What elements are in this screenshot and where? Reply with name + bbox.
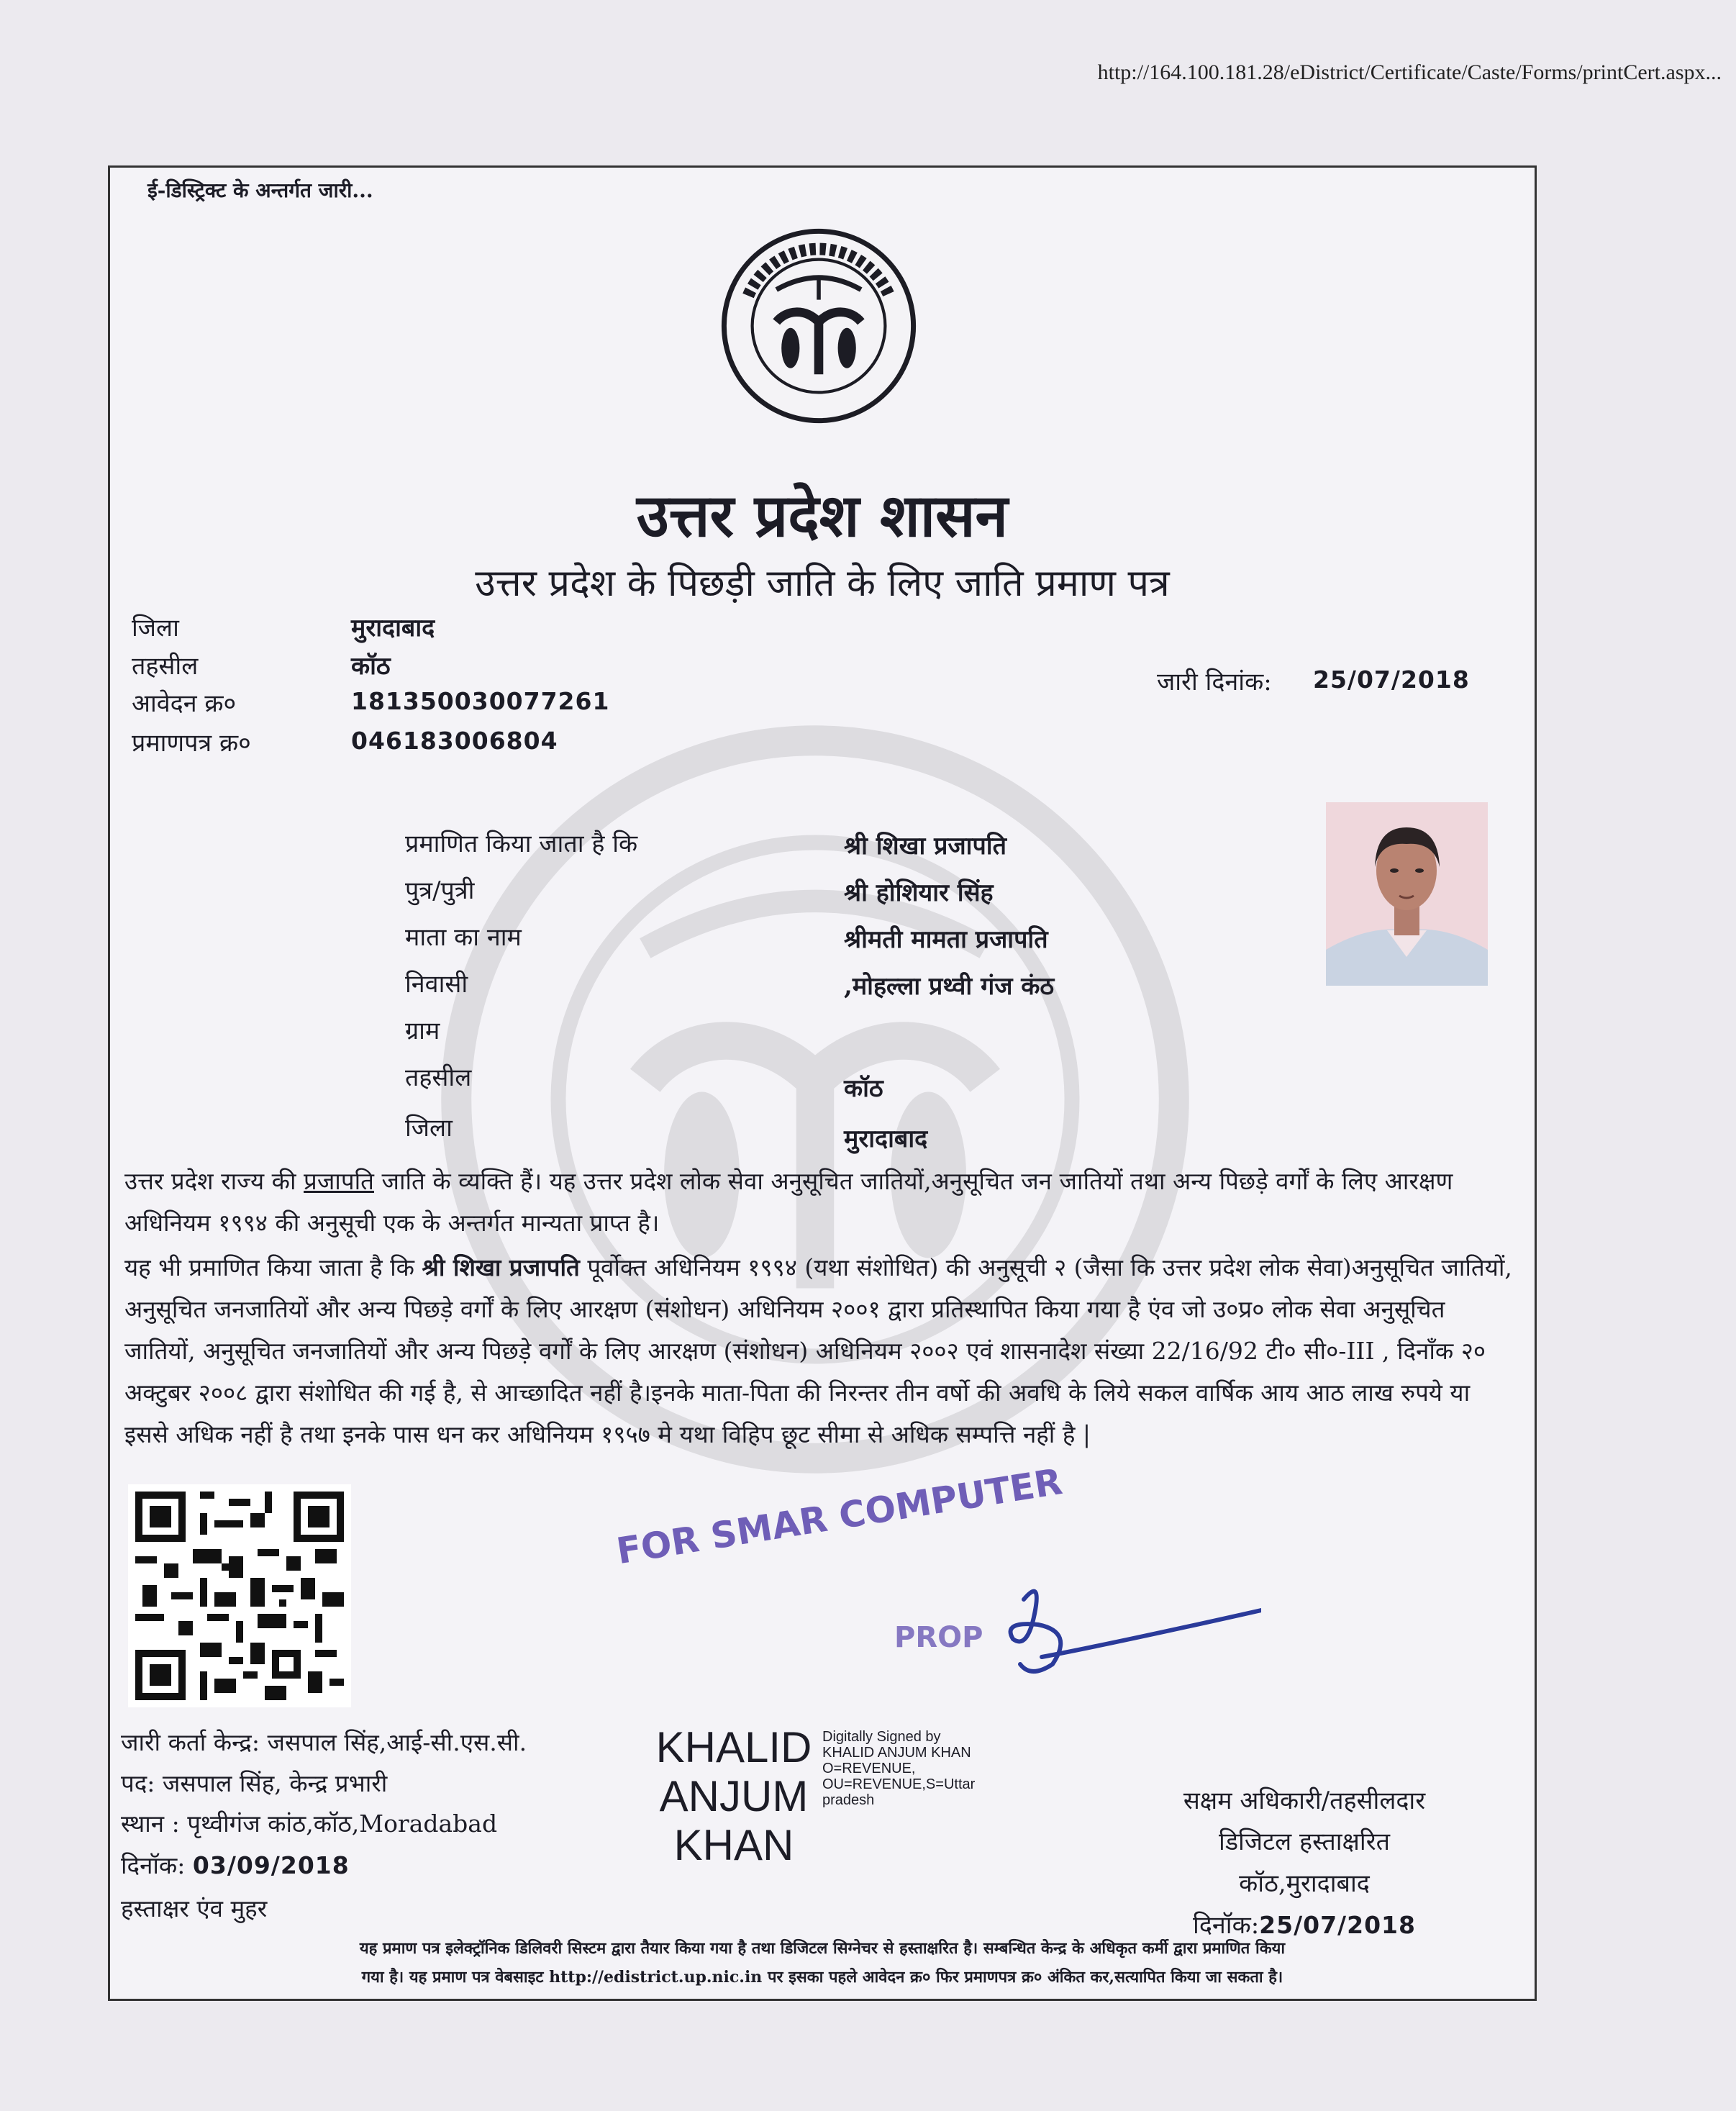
person-tehsil-value: कॉठ: [844, 1074, 883, 1103]
footer-line2: गया है। यह प्रमाण पत्र वेबसाइट http://edistrict.up.nic.in पर इसका पहले आवेदन क्र० फिर प्रमाणपत्र क्र० अंकित कर,सत्यापित किया जा सकता है।: [361, 1968, 1283, 1987]
mother-name: श्रीमती मामता प्रजापति: [844, 925, 1048, 954]
person-district-label: जिला: [405, 1114, 453, 1143]
tehsil-value: कॉठ: [351, 652, 391, 681]
exclusion-statement-paragraph: [124, 1247, 1520, 1456]
government-title: उत्तर प्रदेश शासन: [636, 481, 1009, 550]
stamp-prop-text: PROP: [894, 1621, 983, 1654]
footer-line1: यह प्रमाण पत्र इलेक्ट्रॉनिक डिलिवरी सिस्टम द्वारा तैयार किया गया है तथा डिजिटल सिग्नेचर से हस्ताक्षरित है। सम्बन्धित केन्द्र के अधिकृत कर्मी द्वारा प्रमाणित किया: [359, 1939, 1286, 1958]
certificate-number-value: 046183006804: [351, 727, 558, 755]
officer-date-label: दिनॉक:: [1193, 1911, 1260, 1940]
applicant-photo: [1326, 802, 1488, 986]
sign-and-seal-label: हस्ताक्षर एंव मुहर: [121, 1894, 268, 1922]
issue-date-value: 25/07/2018: [1313, 666, 1470, 694]
signer-name-line2: ANJUM: [659, 1772, 809, 1820]
certified-label: प्रमाणित किया जाता है कि: [405, 830, 638, 858]
qr-code-icon: [128, 1484, 351, 1707]
issuing-center: [121, 1725, 527, 1758]
verification-footer: [124, 1934, 1520, 1992]
digital-signer-name: [651, 1723, 817, 1870]
caste-name: प्रजापति: [304, 1167, 374, 1195]
officer-designation: सक्षम अधिकारी/तहसीलदार: [1183, 1787, 1426, 1815]
mother-label: माता का नाम: [405, 923, 522, 952]
district-value: मुरादाबाद: [351, 614, 435, 643]
ds-note-line1: Digitally Signed by: [822, 1729, 941, 1745]
issuer-place-value: पृथ्वीगंज कांठ,कॉठ,Moradabad: [187, 1810, 498, 1838]
district-label: जिला: [132, 614, 179, 643]
caste-statement-paragraph: [124, 1161, 1520, 1244]
issuer-place-label: स्थान :: [121, 1810, 180, 1838]
para2-lead: यह भी प्रमाणित किया जाता है कि: [124, 1253, 422, 1281]
para1-rest: जाति के व्यक्ति हैं। यह उत्तर प्रदेश लोक सेवा अनुसूचित जातियों,अनुसूचित जन जातियों तथा अन्य पिछड़े वर्गों के लिए आरक्षण अधिनियम १९९४ की अनुसूची एक के अन्तर्गत मान्यता प्राप्त है।: [124, 1167, 1453, 1237]
issuer-post-value: जसपाल सिंह, केन्द्र प्रभारी: [162, 1769, 388, 1797]
issuer-post: [121, 1766, 387, 1799]
para2-rest: पूर्वोक्त अधिनियम १९९४ (यथा संशोधित) की अनुसूची २ (जैसा कि उत्तर प्रदेश लोक सेवा)अनुसूचित जातियों, अनुसूचित जनजातियों और अन्य पिछड़े वर्गों के लिए आरक्षण (संशोधन) अधिनियम २००१ द्वारा प्रतिस्थापित किया गया है एंव जो उ०प्र० लोक सेवा अनुसूचित जातियों, अनुसूचित जनजातियों और अन्य पिछड़े वर्गों के लिए आरक्षण (संशोधन) अधिनियम २००२ एवं शासनादेश संख्या 22/16/92 टी० सी०-III , दिनाँक २० अक्टुबर २००८ द्वारा संशोधित की गई है, से आच्छादित नहीं है।इनके माता-पिता की निरन्तर तीन वर्षो की अवधि के लिये सकल वार्षिक आय आठ लाख रुपये या इससे अधिक नहीं है तथा इनके पास धन कर अधिनियम १९५७ मे यथा विहिप छूट सीमा से अधिक सम्पत्ति नहीं है |: [124, 1253, 1512, 1448]
officer-digitally-signed: डिजिटल हस्ताक्षरित: [1219, 1828, 1390, 1856]
issuing-center-value: जसपाल सिंह,आई-सी.एस.सी.: [267, 1728, 527, 1756]
officer-location: कॉठ,मुरादाबाद: [1239, 1869, 1370, 1898]
issuer-post-label: पद:: [121, 1769, 155, 1797]
resident-value: ,मोहल्ला प्रथ्वी गंज कंठ: [844, 972, 1055, 1001]
officer-date-value: 25/07/2018: [1259, 1911, 1416, 1939]
para1-lead: उत्तर प्रदेश राज्य की: [124, 1167, 304, 1195]
father-name: श्री होशियार सिंह: [844, 879, 994, 907]
village-label: ग्राम: [405, 1017, 440, 1045]
tehsil-label: तहसील: [132, 652, 199, 681]
ds-note-line3: O=REVENUE,: [822, 1761, 916, 1776]
issuer-place: [121, 1807, 497, 1839]
signature-scribble: [858, 1571, 1261, 1686]
ds-note-line2: KHALID ANJUM KHAN: [822, 1745, 971, 1761]
browser-url: http://164.100.181.28/eDistrict/Certificate/Caste/Forms/printCert.aspx...: [1097, 60, 1722, 84]
relation-label: पुत्र/पुत्री: [405, 876, 475, 905]
ds-note-line4: OU=REVENUE,S=Uttar: [822, 1776, 976, 1792]
application-number-label: आवेदन क्र०: [132, 689, 237, 718]
issuer-date-value: 03/09/2018: [192, 1851, 350, 1879]
digital-signature-note: [822, 1729, 1017, 1808]
application-number-value: 181350030077261: [351, 687, 610, 715]
shop-rubber-stamp: FOR SMAR COMPUTER: [614, 1461, 1065, 1573]
issuing-center-label: जारी कर्ता केन्द्र:: [121, 1728, 260, 1756]
holder-name: श्री शिखा प्रजापति: [844, 832, 1006, 861]
signer-name-line1: KHALID: [655, 1723, 812, 1771]
person-tehsil-label: तहसील: [405, 1063, 472, 1092]
signer-name-line3: KHAN: [673, 1821, 794, 1869]
issuer-date: [121, 1848, 350, 1881]
issue-date-label: जारी दिनांक:: [1157, 668, 1272, 696]
certificate-sheet: [108, 165, 1537, 2001]
person-district-value: मुरादाबाद: [844, 1125, 928, 1153]
up-government-emblem-icon: [718, 225, 919, 427]
issuer-date-label: दिनॉक:: [121, 1851, 186, 1879]
certificate-subtitle: उत्तर प्रदेश के पिछड़ी जाति के लिए जाति प्रमाण पत्र: [475, 562, 1170, 605]
issued-under-note: ई-डिस्ट्रिक्ट के अन्तर्गत जारी...: [147, 178, 373, 202]
ds-note-line5: pradesh: [822, 1792, 875, 1808]
para2-holder-name: श्री शिखा प्रजापति: [422, 1253, 580, 1281]
resident-label: निवासी: [405, 970, 468, 999]
certificate-number-label: प्रमाणपत्र क्र०: [132, 729, 251, 758]
